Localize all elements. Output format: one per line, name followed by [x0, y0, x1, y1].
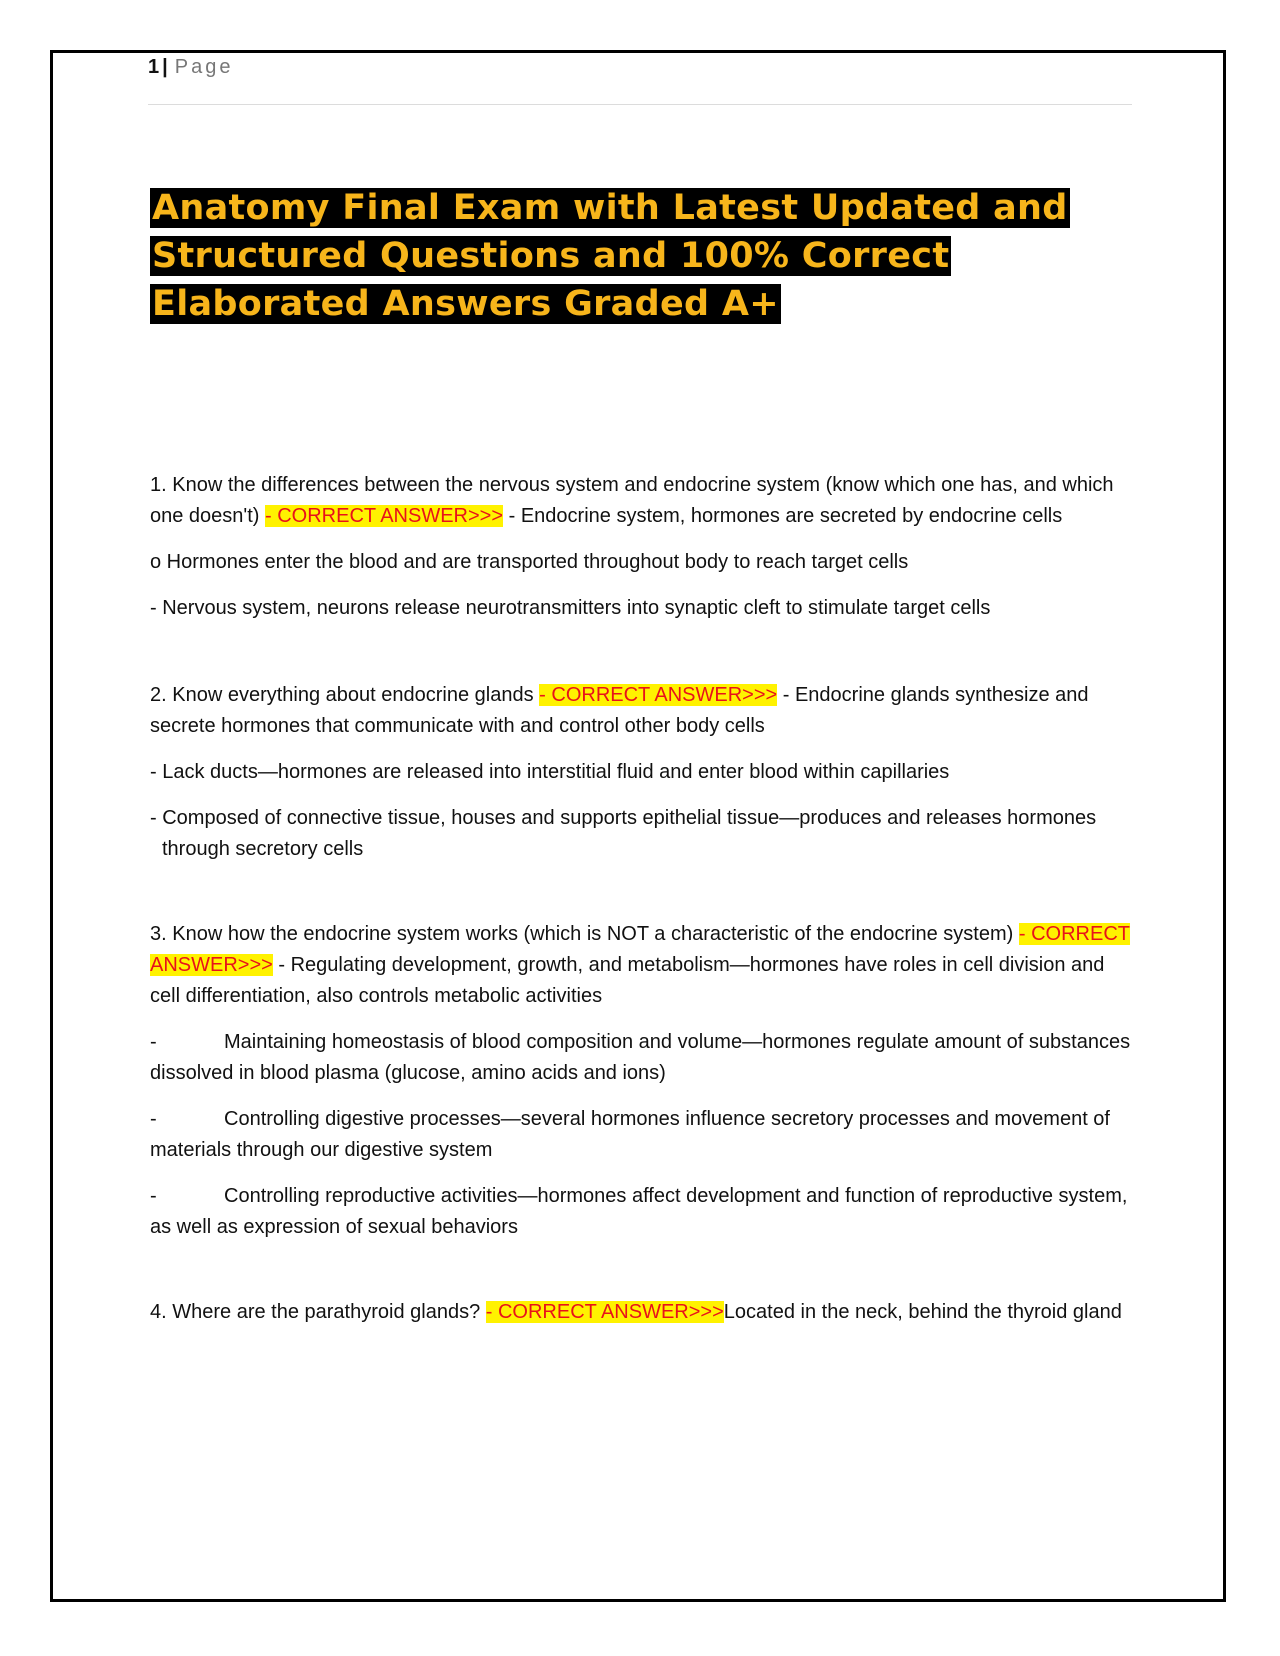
- point-marker: -: [150, 1185, 157, 1207]
- document-body: [150, 470, 1136, 1343]
- question-3: [150, 919, 1136, 1012]
- answer-text: Located in the neck, behind the thyroid gland: [723, 1301, 1122, 1323]
- correct-answer-tag: - CORRECT ANSWER>>>: [485, 1301, 724, 1323]
- answer-text: - Endocrine system, hormones are secreted by endocrine cells: [508, 505, 1063, 527]
- question-text: 2. Know everything about endocrine glands: [150, 684, 534, 706]
- question-4: [150, 1297, 1136, 1328]
- point-marker: -: [150, 1108, 157, 1130]
- answer-point: - Composed of connective tissue, houses and supports epithelial tissue—produces and releases hormones through secretory cells: [150, 807, 1097, 860]
- page-number: 1: [148, 56, 161, 78]
- correct-answer-tag: - CORRECT ANSWER>>>: [539, 684, 778, 706]
- answer-point: o Hormones enter the blood and are transported throughout body to reach target cells: [150, 551, 909, 573]
- page-label: Page: [174, 56, 234, 78]
- title-text: Anatomy Final Exam with Latest Updated and Structured Questions and 100% Correct Elaborated Answers Graded A+: [152, 188, 1068, 324]
- point-text: Controlling digestive processes—several hormones influence secretory processes and movement of materials through our digestive system: [150, 1108, 1110, 1161]
- answer-point: [150, 1027, 1136, 1089]
- question-text: 1. Know the differences between the nervous system and endocrine system (know which one has, and which one doesn't): [150, 474, 1114, 527]
- answer-point: - Lack ducts—hormones are released into interstitial fluid and enter blood within capillaries: [150, 761, 950, 783]
- answer-text: - Regulating development, growth, and metabolism—hormones have roles in cell division and cell differentiation, also controls metabolic activities: [150, 954, 1105, 1007]
- page-separator: |: [162, 56, 171, 78]
- question-text: 4. Where are the parathyroid glands?: [150, 1301, 481, 1323]
- answer-point: - Nervous system, neurons release neurotransmitters into synaptic cleft to stimulate target cells: [150, 597, 991, 619]
- answer-text: - Endocrine glands synthesize and secrete hormones that communicate with and control other body cells: [150, 684, 1089, 737]
- point-marker: -: [150, 1031, 157, 1053]
- correct-answer-tag: - CORRECT ANSWER>>>: [265, 505, 504, 527]
- answer-point: [150, 1181, 1136, 1243]
- question-1: [150, 470, 1136, 532]
- answer-point: [150, 1104, 1136, 1166]
- page-header: [148, 56, 233, 79]
- point-text: Controlling reproductive activities—hormones affect development and function of reproductive system, as well as expression of sexual behaviors: [150, 1185, 1128, 1238]
- correct-answer-tag: - CORRECT ANSWER>>>: [150, 923, 1130, 976]
- question-2: [150, 680, 1136, 742]
- document-title: [150, 184, 1070, 328]
- point-text: Maintaining homeostasis of blood composition and volume—hormones regulate amount of substances dissolved in blood plasma (glucose, amino acids and ions): [150, 1031, 1131, 1084]
- question-text: 3. Know how the endocrine system works (which is NOT a characteristic of the endocrine system): [150, 923, 1014, 945]
- header-divider: [148, 104, 1132, 105]
